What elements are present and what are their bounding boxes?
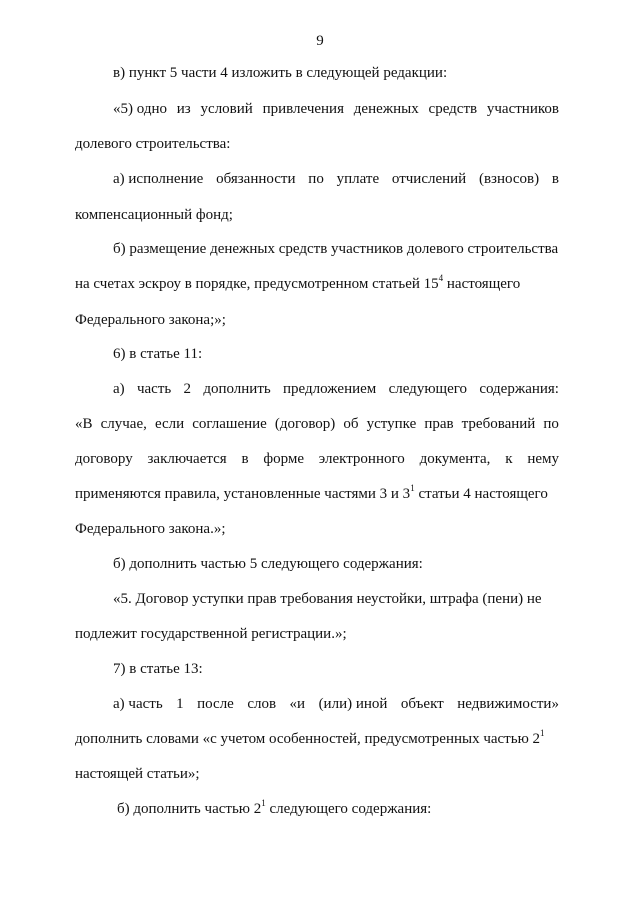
word: требований bbox=[461, 416, 536, 432]
word: если bbox=[154, 416, 185, 432]
word: к bbox=[505, 451, 513, 467]
word: в bbox=[241, 451, 249, 467]
word: соглашение bbox=[192, 416, 267, 432]
word: электронного bbox=[318, 451, 405, 467]
text-line-6: б) размещение денежных средств участников долевого строительства bbox=[113, 241, 559, 257]
word: договору bbox=[75, 451, 133, 467]
text-line-12 bbox=[75, 450, 559, 468]
word: денежных bbox=[353, 101, 419, 117]
word: недвижимости» bbox=[457, 696, 559, 712]
text-line-20-part-a: дополнить словами «с учетом особенностей, предусмотренных частью 2 bbox=[75, 731, 541, 747]
word: прав bbox=[424, 416, 454, 432]
word: документа, bbox=[419, 451, 491, 467]
text-line-2 bbox=[113, 100, 559, 118]
text-line-11 bbox=[75, 415, 559, 433]
superscript-1: 1 bbox=[410, 483, 415, 493]
word: объект bbox=[400, 696, 444, 712]
word: условий bbox=[200, 101, 253, 117]
text-line-13-part-a: применяются правила, установленные частями 3 и 3 bbox=[75, 486, 411, 502]
text-line-8: Федерального закона;»; bbox=[75, 312, 226, 328]
word: по bbox=[543, 416, 559, 432]
word: по bbox=[308, 171, 324, 187]
word: участников bbox=[486, 101, 559, 117]
word: нему bbox=[527, 451, 559, 467]
text-line-3: долевого строительства: bbox=[75, 136, 231, 152]
text-line-17: подлежит государственной регистрации.»; bbox=[75, 626, 347, 642]
text-line-4 bbox=[113, 170, 559, 188]
page-number: 9 bbox=[316, 33, 324, 49]
word: (или) иной bbox=[318, 696, 388, 712]
word: слов bbox=[247, 696, 277, 712]
word: после bbox=[197, 696, 234, 712]
text-line-16: «5. Договор уступки прав требования неустойки, штрафа (пени) не bbox=[113, 591, 542, 607]
text-line-13 bbox=[75, 485, 559, 503]
word: обязанности bbox=[216, 171, 296, 187]
word: дополнить bbox=[203, 381, 271, 397]
word: «и bbox=[289, 696, 306, 712]
word: а) bbox=[113, 381, 125, 397]
text-line-1: в) пункт 5 части 4 изложить в следующей редакции: bbox=[113, 65, 448, 81]
word: случае, bbox=[100, 416, 147, 432]
text-line-19 bbox=[113, 695, 559, 713]
text-line-7-part-b: настоящего bbox=[443, 276, 521, 292]
superscript-1: 1 bbox=[540, 728, 545, 738]
superscript-4: 4 bbox=[438, 273, 444, 283]
word: «В bbox=[75, 416, 93, 432]
text-line-15: б) дополнить частью 5 следующего содержания: bbox=[113, 556, 423, 572]
text-line-7 bbox=[75, 275, 559, 293]
word: а) часть bbox=[113, 696, 163, 712]
word: (взносов) bbox=[478, 171, 540, 187]
word: в bbox=[551, 171, 559, 187]
word: а) исполнение bbox=[113, 171, 204, 187]
word: (договор) bbox=[274, 416, 336, 432]
word: заключается bbox=[147, 451, 227, 467]
text-line-22 bbox=[117, 800, 559, 818]
word: уступке bbox=[366, 416, 417, 432]
word: «5) одно bbox=[113, 101, 167, 117]
word: 1 bbox=[176, 696, 184, 712]
word: средств bbox=[428, 101, 478, 117]
text-line-10 bbox=[113, 380, 559, 398]
word: уплате bbox=[336, 171, 380, 187]
text-line-9: 6) в статье 11: bbox=[113, 346, 203, 362]
text-line-13-part-b: статьи 4 настоящего bbox=[414, 486, 548, 502]
word: из bbox=[176, 101, 191, 117]
text-line-5: компенсационный фонд; bbox=[75, 207, 233, 223]
text-line-7-part-a: на счетах эскроу в порядке, предусмотренном статьей 15 bbox=[75, 276, 439, 292]
text-line-22-part-b: следующего содержания: bbox=[265, 801, 432, 817]
text-line-18: 7) в статье 13: bbox=[113, 661, 203, 677]
superscript-1: 1 bbox=[261, 798, 266, 808]
word: привлечения bbox=[262, 101, 344, 117]
word: форме bbox=[263, 451, 304, 467]
text-line-21: настоящей статьи»; bbox=[75, 766, 200, 782]
word: 2 bbox=[183, 381, 192, 397]
text-line-20 bbox=[75, 730, 559, 748]
word: содержания: bbox=[479, 381, 559, 397]
text-line-22-part-a: б) дополнить частью 2 bbox=[117, 801, 262, 817]
word: об bbox=[343, 416, 359, 432]
word: отчислений bbox=[391, 171, 467, 187]
word: часть bbox=[136, 381, 172, 397]
word: предложением bbox=[283, 381, 377, 397]
word: следующего bbox=[388, 381, 468, 397]
text-line-14: Федерального закона.»; bbox=[75, 521, 226, 537]
